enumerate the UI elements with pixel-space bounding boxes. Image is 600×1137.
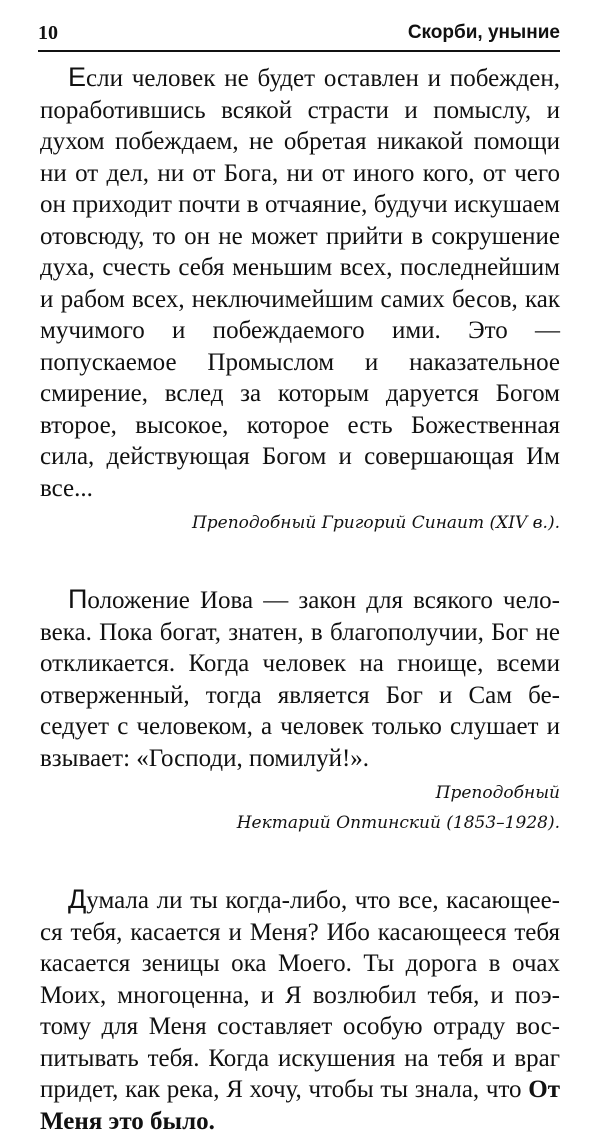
quote-body: умала ли ты когда-либо, что все, касающееся тебя, касается и Меня? Ибо касающееся тебя касается зеницы ока Моего. Ты дорога в очах Моих, многоценна, и Я возлюбил тебя, и поэтому для Меня составляет особую отраду воспитывать тебя. Когда искушения на тебя и враг придет, как река, Я хочу, чтобы ты знала, что [40, 887, 560, 1103]
quote-block-3 [40, 884, 560, 1137]
quote-text [40, 62, 560, 504]
quote-attribution [40, 778, 560, 838]
section-title: Скорби, уныние [407, 22, 560, 43]
spacer [40, 538, 560, 584]
quote-text [40, 884, 560, 1137]
quote-block-2 [40, 584, 560, 838]
running-header [38, 20, 560, 52]
initial-letter: Д [68, 884, 87, 914]
page-content [40, 62, 560, 1137]
initial-letter: П [68, 584, 88, 614]
quote-bold-ending: От Меня это было. [40, 1076, 560, 1135]
attribution-line: Преподобный [435, 783, 560, 803]
initial-letter: Е [68, 62, 87, 92]
quote-block-1 [40, 62, 560, 538]
quote-body: сли человек не будет оставлен и побежден, поработившись всякой страсти и помыслу, и духом побеждаем, не обретая никакой помощи ни от дел, ни от Бога, ни от иного кого, от чего он приходит почти в отчаяние, будучи искушаем отовсюду, то он не может прийти в сокрушение духа, счесть себя меньшим всех, последнейшим и рабом всех, неключимейшим самих бесов, как мучимого и побеждаемого ими. Это — попускаемое Промыслом и наказательное смирение, вслед за которым даруется Богом второе, высокое, которое есть Божественная сила, действующая Богом и совершающая Им все... [40, 65, 560, 502]
attribution-line: Преподобный Григорий Синаит (XIV в.). [191, 513, 560, 533]
spacer [40, 838, 560, 884]
quote-body: оложение Иова — закон для всякого человека. Пока богат, знатен, в благополучии, Бог не откликается. Когда человек на гноище, всеми отверженный, тогда является Бог и Сам беседует с человеком, а человек только слушает и взывает: «Господи, помилуй!». [40, 587, 560, 772]
quote-attribution [40, 508, 560, 538]
quote-text [40, 584, 560, 774]
attribution-line: Нектарий Оптинский (1853–1928). [236, 813, 560, 833]
page-number: 10 [38, 22, 58, 44]
